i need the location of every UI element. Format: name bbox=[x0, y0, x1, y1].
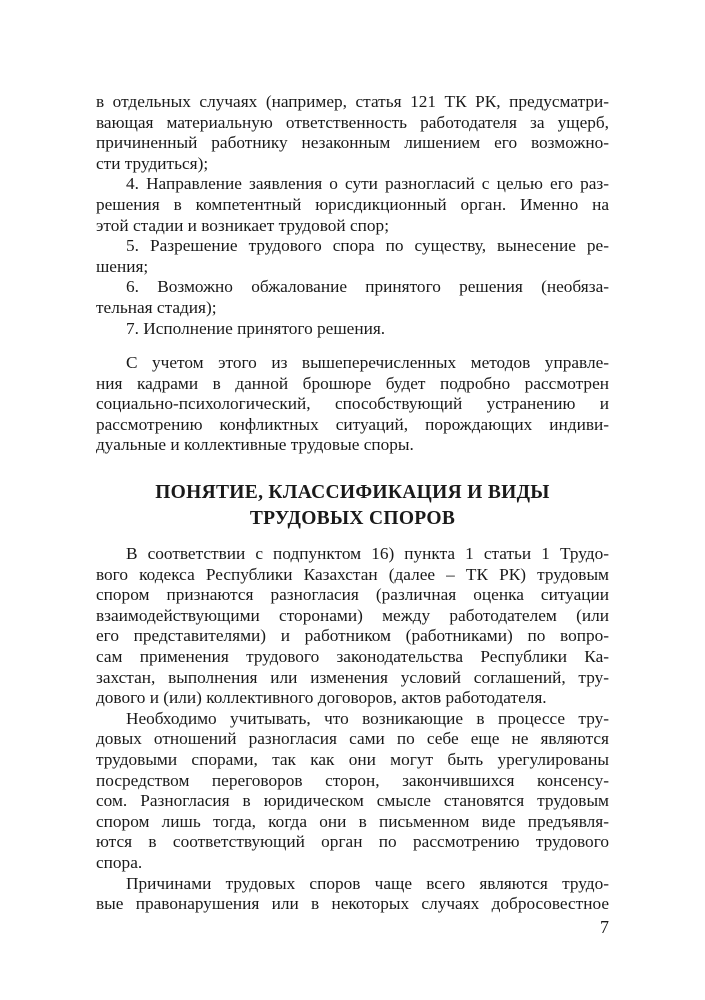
text-line: решения в компетентный юрисдикционный орган. Именно на bbox=[96, 194, 609, 214]
text-line: посредством переговоров сторон, закончившихся консенсу- bbox=[96, 770, 609, 790]
text-line: В соответствии с подпунктом 16) пункта 1 статьи 1 Трудо- bbox=[126, 544, 609, 563]
text-line: ются в соответствующий орган по рассмотрению трудового bbox=[96, 832, 609, 852]
text-line: его представителями) и работником (работниками) по вопро- bbox=[96, 626, 609, 646]
text-line: сом. Разногласия в юридическом смысле становятся трудовым bbox=[96, 791, 609, 811]
text-line: вого кодекса Республики Казахстан (далее – ТК РК) трудовым bbox=[96, 564, 609, 584]
text-line: рассмотрению конфликтных ситуаций, порождающих индиви- bbox=[96, 414, 609, 434]
text-line: в отдельных случаях (например, статья 121 ТК РК, предусматри- bbox=[96, 92, 609, 111]
text-line: спора. bbox=[96, 852, 143, 872]
list-item-4-line: 4. Направление заявления о сути разногласий с целью его раз- bbox=[126, 174, 609, 194]
text-line: причиненный работнику незаконным лишением его возможно- bbox=[96, 133, 609, 153]
text-line: Необходимо учитывать, что возникающие в процессе тру- bbox=[126, 708, 609, 728]
text-line: трудовыми спорами, так как они могут быть урегулированы bbox=[96, 749, 609, 769]
text-line: Причинами трудовых споров чаще всего являются трудо- bbox=[126, 873, 609, 893]
section-heading bbox=[96, 480, 609, 532]
text-line: спором лишь тогда, когда они в письменном виде предъявля- bbox=[96, 811, 609, 831]
text-line: вые правонарушения или в некоторых случаях добросовестное bbox=[96, 894, 609, 914]
text-block-continuation bbox=[96, 92, 609, 339]
text-line: этой стадии и возникает трудовой спор; bbox=[96, 215, 389, 235]
text-line: спором признаются разногласия (различная оценка ситуации bbox=[96, 585, 609, 605]
text-line: шения; bbox=[96, 256, 149, 276]
list-item-6-line: 6. Возможно обжалование принятого решения (необяза- bbox=[126, 277, 609, 297]
list-item-5-line: 5. Разрешение трудового спора по существу, вынесение ре- bbox=[126, 236, 609, 256]
heading-line-1: ПОНЯТИЕ, КЛАССИФИКАЦИЯ И ВИДЫ bbox=[155, 482, 550, 503]
text-line: захстан, выполнения или изменения условий соглашений, тру- bbox=[96, 667, 609, 687]
list-item-7-line: 7. Исполнение принятого решения. bbox=[126, 318, 386, 338]
text-line: сти трудиться); bbox=[96, 153, 209, 173]
text-line: С учетом этого из вышеперечисленных методов управле- bbox=[126, 353, 609, 372]
text-line: ния кадрами в данной брошюре будет подробно рассмотрен bbox=[96, 373, 609, 393]
text-line: сам применения трудового законодательства Республики Ка- bbox=[96, 646, 609, 666]
text-line: взаимодействующими сторонами) между работодателем (или bbox=[96, 605, 609, 625]
heading-line-2: ТРУДОВЫХ СПОРОВ bbox=[249, 508, 456, 529]
text-block-main bbox=[96, 544, 609, 915]
text-block-summary bbox=[96, 353, 609, 456]
text-line: вающая материальную ответственность работодателя за ущерб, bbox=[96, 112, 609, 132]
text-line: социально-психологический, способствующий устранению и bbox=[96, 394, 609, 414]
text-line: дового и (или) коллективного договоров, актов работодателя. bbox=[96, 688, 547, 708]
text-line: довых отношений разногласия сами по себе еще не являются bbox=[96, 729, 609, 749]
text-line: тельная стадия); bbox=[96, 297, 217, 317]
text-line: дуальные и коллективные трудовые споры. bbox=[96, 435, 414, 455]
page-number: 7 bbox=[600, 917, 609, 937]
